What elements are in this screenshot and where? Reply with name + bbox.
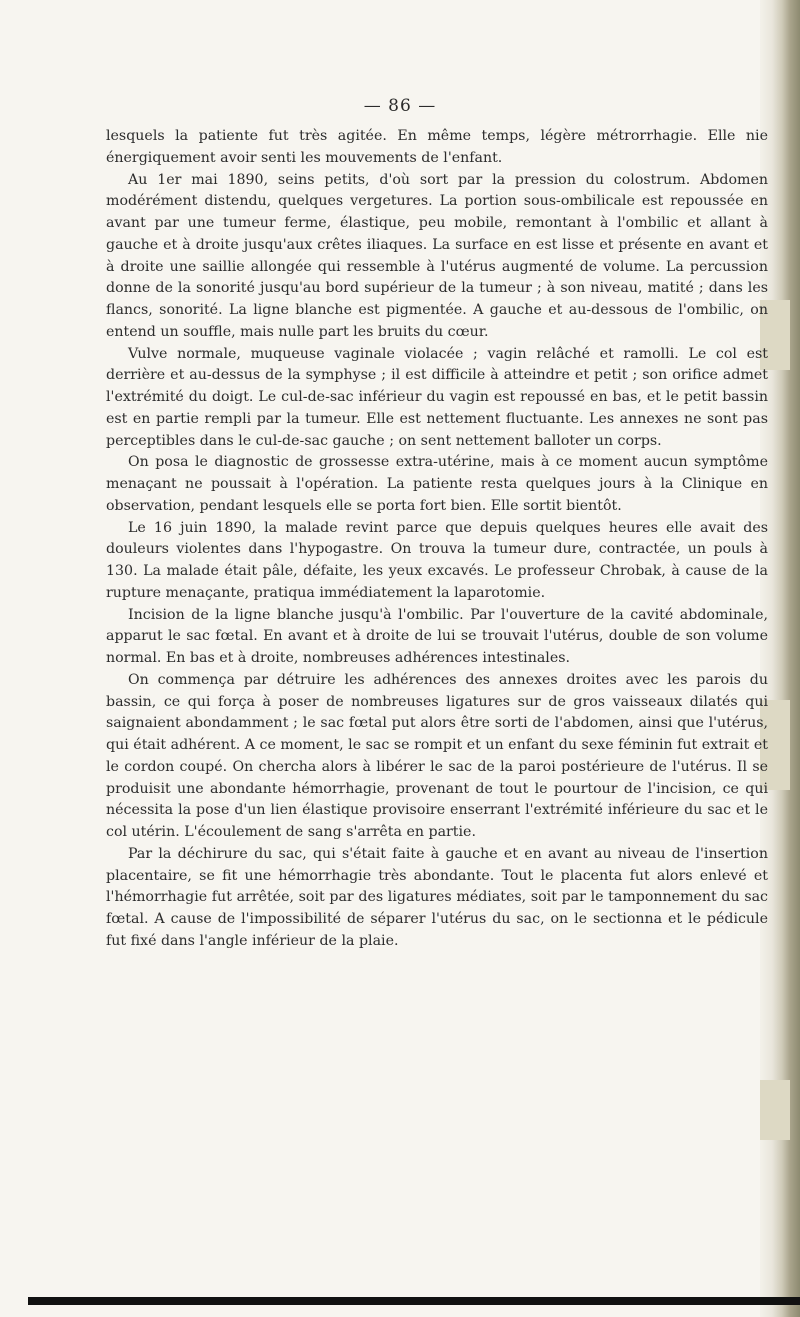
paragraph: Le 16 juin 1890, la malade revint parce que depuis quelques heures elle avait des douleurs violentes dans l'hypogastre. On trouva la tumeur dure, contractée, un pouls à 130. La malade était pâle, défaite, les yeux excavés. Le professeur Chrobak, à cause de la rupture menaçante, pratiqua immédiatement la laparotomie. bbox=[106, 519, 768, 601]
paragraph: Vulve normale, muqueuse vaginale violacée ; vagin relâché et ramolli. Le col est derrière et au-dessus de la symphyse ; il est difficile à atteindre et petit ; son orifice admet l'extrémité du doigt. Le cul-de-sac inférieur du vagin est repoussé en bas, et le petit bassin est en partie rempli par la tumeur. Elle est nettement fluctuante. Les annexes ne sont pas perceptibles dans le cul-de-sac gauche ; on sent nettement balloter un corps. bbox=[106, 345, 768, 449]
body-text bbox=[106, 126, 768, 953]
paragraph: Incision de la ligne blanche jusqu'à l'ombilic. Par l'ouverture de la cavité abdominale, apparut le sac fœtal. En avant et à droite de lui se trouvait l'utérus, double de son volume normal. En bas et à droite, nombreuses adhérences intestinales. bbox=[106, 606, 768, 666]
paragraph: On posa le diagnostic de grossesse extra-utérine, mais à ce moment aucun symptôme menaçant ne poussait à l'opération. La patiente resta quelques jours à la Clinique en observation, pendant lesquels elle se porta fort bien. Elle sortit bientôt. bbox=[106, 454, 768, 514]
page-number: — 86 — bbox=[363, 96, 437, 116]
scan-border-bar bbox=[28, 1297, 800, 1305]
page-edge-band bbox=[760, 1080, 790, 1140]
paragraph: lesquels la patiente fut très agitée. En même temps, légère métrorrhagie. Elle nie énergiquement avoir senti les mouvements de l'enfant. bbox=[106, 128, 768, 166]
paragraph: On commença par détruire les adhérences des annexes droites avec les parois du bassin, ce qui força à poser de nombreuses ligatures sur de gros vaisseaux dilatés qui saignaient abondamment ; le sac fœtal put alors être sorti de l'abdomen, ainsi que l'utérus, qui était adhérent. A ce moment, le sac se rompit et un enfant du sexe féminin fut extrait et le cordon coupé. On chercha alors à libérer le sac de la paroi postérieure de l'utérus. Il se produisit une abondante hémorrhagie, provenant de tout le pourtour de l'incision, ce qui nécessita la pose d'un lien élastique provisoire enserrant l'extrémité inférieure du sac et le col utérin. L'écoulement de sang s'arrêta en partie. bbox=[106, 671, 768, 840]
paragraph: Au 1er mai 1890, seins petits, d'où sort par la pression du colostrum. Abdomen modérément distendu, quelques vergetures. La portion sous-ombilicale est repoussée en avant par une tumeur ferme, élastique, peu mobile, remontant à l'ombilic et allant à gauche et à droite jusqu'aux crêtes iliaques. La surface en est lisse et présente en avant et à droite une saillie allongée qui ressemble à l'utérus augmenté de volume. La percussion donne de la sonorité jusqu'au bord supérieur de la tumeur ; à son niveau, matité ; dans les flancs, sonorité. La ligne blanche est pigmentée. A gauche et au-dessous de l'ombilic, on entend un souffle, mais nulle part les bruits du cœur. bbox=[106, 171, 768, 340]
paragraph: Par la déchirure du sac, qui s'était faite à gauche et en avant au niveau de l'insertion placentaire, se fit une hémorrhagie très abondante. Tout le placenta fut alors enlevé et l'hémorrhagie fut arrêtée, soit par des ligatures médiates, soit par le tamponnement du sac fœtal. A cause de l'impossibilité de séparer l'utérus du sac, on le sectionna et le pédicule fut fixé dans l'angle inférieur de la plaie. bbox=[106, 845, 768, 949]
